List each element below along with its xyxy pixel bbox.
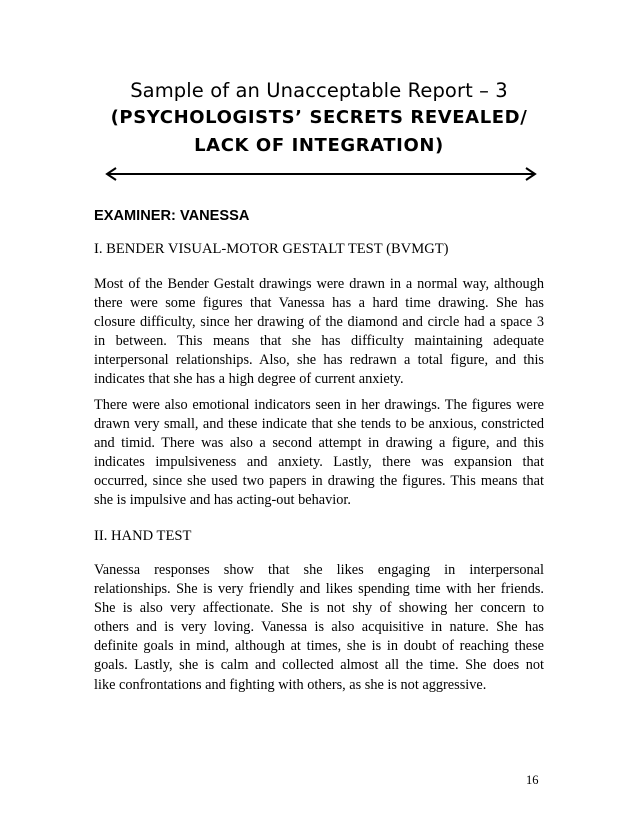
paragraph-line: others and is very loving. Vanessa is also acquisitive in nature. She has bbox=[94, 619, 544, 636]
paragraph-line: like confrontations and fighting with others, as she is not aggressive. bbox=[94, 676, 487, 693]
page-title: Sample of an Unacceptable Report – 3 bbox=[130, 79, 508, 102]
paragraph-line: occurred, since she used two papers in drawing the figures. This means that bbox=[94, 473, 544, 490]
paragraph-hand-test-1 bbox=[94, 561, 544, 695]
paragraph-line: and timid. There was also a second attempt in drawing a figure, and this bbox=[94, 435, 544, 452]
paragraph-line: relationships. She is very friendly and likes spending time with her friends. bbox=[94, 581, 544, 598]
subtitle-line-1: (PSYCHOLOGISTS’ SECRETS REVEALED/ bbox=[110, 107, 528, 128]
paragraph-bvmgt-2 bbox=[94, 396, 544, 511]
paragraph-line: drawn very small, and these indicate that she tends to be anxious, constricted bbox=[94, 416, 544, 433]
paragraph-line: closure difficulty, since her drawing of the diamond and circle had a space 3 bbox=[94, 314, 544, 331]
paragraph-bvmgt-1 bbox=[94, 275, 544, 390]
paragraph-line: there were some figures that Vanessa has a hard time drawing. She has bbox=[94, 295, 544, 312]
page-number: 16 bbox=[526, 773, 539, 787]
section-heading-hand-test: II. HAND TEST bbox=[94, 528, 192, 544]
paragraph-line: in between. This means that she has difficulty maintaining adequate bbox=[94, 333, 544, 350]
paragraph-line: She is also very affectionate. She is not shy of showing her concern to bbox=[94, 600, 544, 617]
paragraph-line: Most of the Bender Gestalt drawings were drawn in a normal way, although bbox=[94, 276, 544, 292]
paragraph-line: Vanessa responses show that she likes engaging in interpersonal bbox=[94, 562, 544, 578]
paragraph-line: indicates that she has a high degree of current anxiety. bbox=[94, 371, 404, 388]
subtitle-line-2: LACK OF INTEGRATION) bbox=[194, 135, 444, 156]
paragraph-line: goals. Lastly, she is calm and collected almost all the time. She does not bbox=[94, 657, 544, 674]
paragraph-line: indicates impulsiveness and anxiety. Lastly, there was expansion that bbox=[94, 454, 544, 471]
examiner-label: EXAMINER: VANESSA bbox=[94, 208, 250, 224]
section-heading-bvmgt: I. BENDER VISUAL-MOTOR GESTALT TEST (BVMGT) bbox=[94, 241, 449, 257]
paragraph-line: interpersonal relationships. Also, she has redrawn a total figure, and this bbox=[94, 352, 544, 369]
double-arrow-divider bbox=[104, 166, 538, 182]
paragraph-line: definite goals in mind, although at times, she is in doubt of reaching these bbox=[94, 638, 544, 655]
paragraph-line: she is impulsive and has acting-out behavior. bbox=[94, 492, 351, 509]
paragraph-line: There were also emotional indicators seen in her drawings. The figures were bbox=[94, 397, 544, 413]
